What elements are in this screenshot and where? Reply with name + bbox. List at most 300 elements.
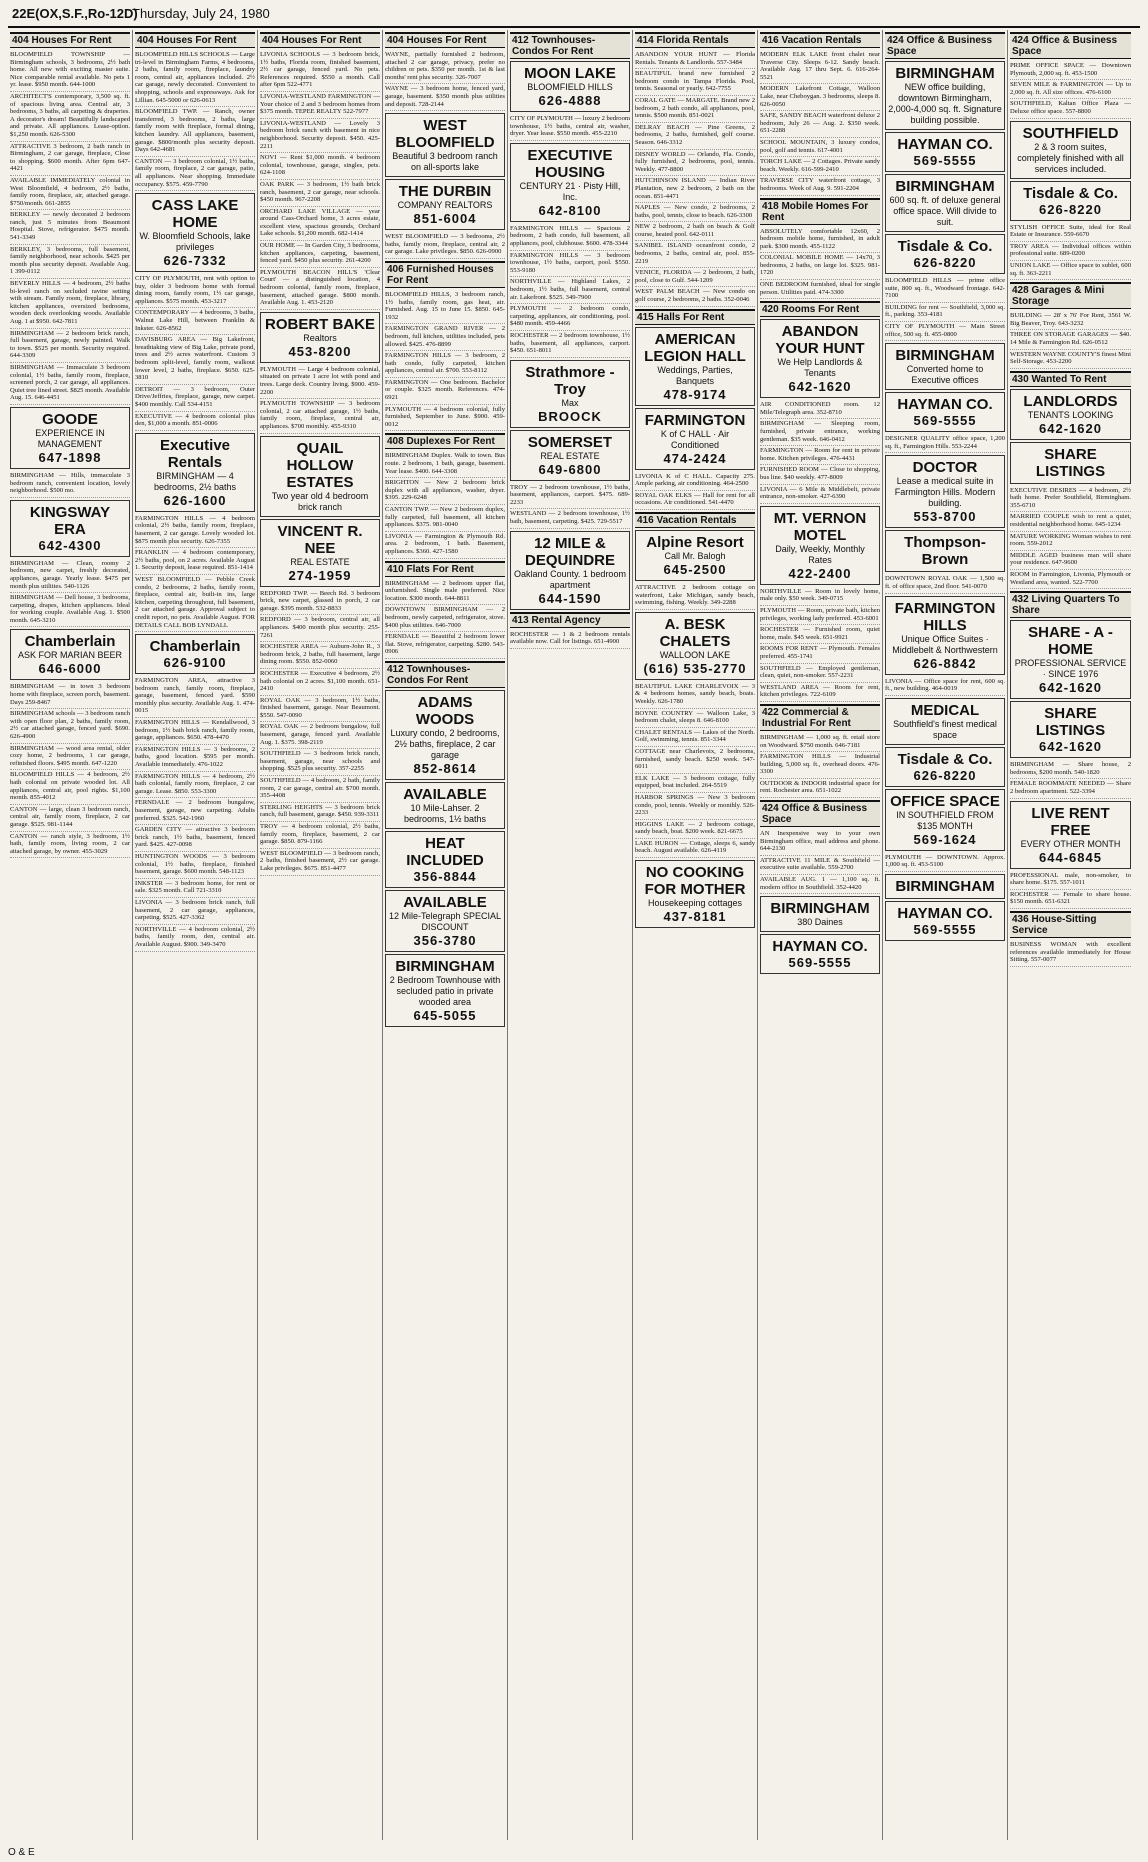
- classified-ad: ROOMS FOR RENT — Plymouth. Females preferred. 455-1741: [760, 644, 880, 663]
- display-ad: [635, 327, 755, 406]
- classified-ad: FARMINGTON HILLS — Spacious 2 bedroom, 2 bath condo, full basement, all appliances, pool, clubhouse. $600. 478-3344: [510, 224, 630, 251]
- classified-ad: FERNDALE — Beautiful 2 bedroom lower flat. Stove, refrigerator, carpeting. $280. 543-0906: [385, 632, 505, 659]
- section-heading: 404 Houses For Rent: [260, 32, 380, 48]
- display-ad-line: VINCENT R. NEE: [277, 522, 363, 557]
- classified-ad: WAYNE — 3 bedroom home, fenced yard, garage, basement. $350 month plus utilities and deposit. 728-2144: [385, 84, 505, 111]
- display-ad-line: 356-3780: [413, 932, 477, 948]
- display-ad: [885, 530, 1005, 572]
- classified-ad: CANTON TWP. — New 2 bedroom duplex, fully carpeted, full basement, all kitchen appliances. $375. 981-0040: [385, 505, 505, 532]
- display-ad: [510, 61, 630, 112]
- display-ad: [635, 612, 755, 680]
- display-ad-line: Lease a medical suite in Farmington Hills. Modern building.: [894, 476, 996, 509]
- classified-ad: FARMINGTON HILLS — 3 bedrooms, 2 baths, good location. $595 per month. Available immediately. 476-1022: [135, 745, 255, 772]
- display-ad: [1010, 620, 1131, 699]
- display-ad-line: 2 & 3 room suites, completely finished with all services included.: [1017, 141, 1124, 174]
- classified-ad: CITY OF PLYMOUTH, rent with option to buy, older 3 bedroom home with formal dining room, family room, 1½ car garage, appliances. $575 month. 453-3217: [135, 274, 255, 308]
- display-ad-line: WALLOON LAKE: [659, 649, 731, 660]
- display-ad-line: 644-1590: [538, 590, 602, 606]
- classified-ad: LIVONIA K of C HALL. Capacity 275. Ample parking, air conditioning. 464-2500: [635, 472, 755, 491]
- classified-ad: ORCHARD LAKE VILLAGE — year around Cass-Orchard home, 3 acres estate, excellent view, spacious grounds, Orchard Lake schools. $1,200 month. 682-1414: [260, 207, 380, 241]
- classified-ad: BIRMINGHAM Duplex. Walk to town. Bus route. 2 bedroom, 1 bath, garage, basement. Year lease. $400. 644-3308: [385, 451, 505, 478]
- display-ad-line: Two year old 4 bedroom brick ranch: [271, 490, 369, 512]
- classified-ad: PROFESSIONAL male, non-smoker, to share home. $175. 557-1011: [1010, 871, 1131, 890]
- display-ad: [10, 629, 130, 680]
- display-ad: [1010, 442, 1131, 484]
- display-ad-line: 851-6004: [413, 211, 477, 227]
- classified-ad: FARMINGTON HILLS — 4 bedroom colonial, 2½ baths, family room, fireplace, basement, 2 car garage. Lovely wooded lot. $875 month plus security. 626-7355: [135, 514, 255, 548]
- section-heading: 424 Office & Business Space: [1010, 32, 1131, 59]
- display-ad: [135, 433, 255, 512]
- classified-ad: BIRMINGHAM — Share house, 2 bedrooms, $200 month. 540-1820: [1010, 760, 1131, 779]
- classified-ad: FEMALE ROOMMATE NEEDED — Share 2 bedroom apartment. 522-3394: [1010, 779, 1131, 798]
- classified-ad: ROCHESTER AREA — Auburn-John R., 3 bedroom brick, 2 baths, full basement, large dining room. $550. 852-0060: [260, 642, 380, 669]
- classified-ad: SANIBEL ISLAND oceanfront condo, 2 bedrooms, 2 baths, central air, pool. 855-2219: [635, 241, 755, 268]
- section-heading: 413 Rental Agency: [510, 612, 630, 628]
- classified-ad: FURNISHED ROOM — Close to shopping, bus line. $40 weekly. 477-8009: [760, 465, 880, 484]
- classified-ad: PLYMOUTH BEACON HILL'S 'Clear Court' — a distinguished location, 4 bedroom colonial, family room, fireplace, basement, attached garage. $800 month. Available Aug. 1. 453-2120: [260, 268, 380, 310]
- display-ad: [510, 360, 630, 428]
- classified-ad: CHALET RENTALS — Lakes of the North. Golf, swimming, tennis. 851-3344: [635, 728, 755, 747]
- display-ad-line: OFFICE SPACE: [890, 792, 1000, 810]
- display-ad-line: HAYMAN CO.: [772, 938, 868, 956]
- section-heading: 415 Halls For Rent: [635, 309, 755, 325]
- classified-ad: HUNTINGTON WOODS — 3 bedroom colonial, 1½ baths, fireplace, finished basement, garage. $600 month. 548-1123: [135, 852, 255, 879]
- display-ad-line: 380 Daines: [797, 917, 843, 928]
- section-heading: 418 Mobile Homes For Rent: [760, 198, 880, 225]
- display-ad-line: Oakland County. 1 bedroom apartment: [514, 568, 626, 590]
- display-ad-line: QUAIL HOLLOW ESTATES: [286, 439, 354, 491]
- classified-ad: FARMINGTON HILLS — 3 bedroom townhouse, 1½ baths, carport, pool. $550. 553-9180: [510, 251, 630, 278]
- display-ad-line: K of C HALL · Air Conditioned: [660, 428, 730, 450]
- classified-ad: BLOOMFIELD HILLS — 4 bedroom, 2½ bath colonial on private wooded lot. All appliances, central air, pool rights. $1,100 month. 855-4012: [10, 770, 130, 804]
- display-ad-line: 647-1898: [38, 449, 102, 465]
- classified-ad: BIRMINGHAM schools — 3 bedroom ranch with open floor plan, 2 baths, family room, 2½ car attached garage, fenced yard. $690. 626-4900: [10, 709, 130, 743]
- display-ad-line: 569-5555: [788, 955, 852, 971]
- classified-ad: OUR HOME — In Garden City, 3 bedrooms, kitchen appliances, carpeting, basement, fenced yard. $450 plus security. 261-4200: [260, 241, 380, 268]
- display-ad: [1010, 801, 1131, 869]
- classified-ad: PLYMOUTH — Large 4 bedroom colonial, situated on private 1 acre lot with pond and trees. Large deck. Country living. $900. 459-2200: [260, 365, 380, 399]
- classified-ad: WEST BLOOMFIELD — Pebble Creek condo, 2 bedrooms, 2 baths, family room, fireplace, central air, built-in ins, large kitchen, carpeting throughout, full basement, 2 car attached garage. Approval subject to credit report, no pets. Available August. FOR DETAILS CALL BOB LYNDALL: [135, 575, 255, 632]
- column: [1008, 30, 1133, 1840]
- classified-ad: OUTDOOR & INDOOR industrial space for rent. Rochester area. 651-1022: [760, 779, 880, 798]
- display-ad-line: BIRMINGHAM: [895, 65, 995, 82]
- display-ad-line: GOODE: [42, 410, 98, 428]
- display-ad-line: Weddings, Parties, Banquets: [657, 364, 733, 386]
- classified-ad: PLYMOUTH TOWNSHIP — 3 bedroom colonial, 2 car attached garage, 1½ baths, family room, fireplace, central air, appliances. $700 monthly. 455-9310: [260, 399, 380, 433]
- display-ad: [385, 831, 505, 888]
- display-ad-line: 569-5555: [913, 413, 977, 429]
- classified-ad: COTTAGE near Charlevoix, 2 bedrooms, furnished, sandy beach. $250 week. 547-6011: [635, 747, 755, 774]
- display-ad-line: Luxury condo, 2 bedrooms, 2½ baths, fireplace, 2 car garage: [390, 727, 500, 760]
- classified-ad: FARMINGTON HILLS — Kendallwood, 3 bedroom, 1½ bath brick ranch, family room, garage, appliances. $650. 478-4470: [135, 718, 255, 745]
- section-heading: 416 Vacation Rentals: [635, 512, 755, 528]
- display-ad-line: BIRMINGHAM: [895, 347, 995, 365]
- display-ad-line: 422-2400: [788, 565, 852, 581]
- display-ad-line: 645-2500: [663, 562, 727, 577]
- display-ad: [385, 890, 505, 952]
- display-ad: [885, 747, 1005, 787]
- classified-ad: LIVONIA SCHOOLS — 3 bedroom brick, 1½ baths, Florida room, finished basement, 2½ car garage, fenced yard. No pets. References required. $550 a month. Call after 6pm 522-4771: [260, 50, 380, 92]
- section-heading: 424 Office & Business Space: [760, 800, 880, 827]
- classified-ad: AVAILABLE IMMEDIATELY colonial in West Bloomfield, 4 bedroom, 2½ baths, family room, fireplace, air, attached garage. $750/month. 661-2855: [10, 176, 130, 210]
- classified-ad: BIRMINGHAM — Hills, immaculate 3 bedroom ranch, convenient location, lovely neighborhood. $500 mo.: [10, 471, 130, 498]
- section-heading: 424 Office & Business Space: [885, 32, 1005, 59]
- classified-ad: PRIME OFFICE SPACE — Downtown Plymouth, 2,000 sq. ft. 453-1500: [1010, 61, 1131, 80]
- display-ad: [510, 430, 630, 481]
- display-ad: [635, 408, 755, 470]
- classified-ad: CANTON — 3 bedroom colonial, 1½ baths, family room, fireplace, 2 car garage, patio, all appliances. Near shopping. Immediate occupancy. $575. 459-7790: [135, 157, 255, 191]
- classified-ad: ELK LAKE — 3 bedroom cottage, fully equipped, boat included. 264-5519: [635, 774, 755, 793]
- display-ad-line: We Help Landlords & Tenants: [777, 357, 863, 379]
- classified-ad: LIVONIA — Farmington & Plymouth Rd. area. 2 bedroom, 1 bath. Basement, appliances. $360. 427-1580: [385, 532, 505, 559]
- display-ad-line: Executive Rentals: [159, 436, 231, 471]
- classified-ad: DELRAY BEACH — Pine Greens, 2 bedrooms, 2 baths, furnished, golf course. Season. 646-3312: [635, 123, 755, 150]
- section-heading: 404 Houses For Rent: [385, 32, 505, 48]
- classified-ad: BIRMINGHAM — 2 bedroom upper flat, unfurnished. Single male preferred. Nice location. $300 month. 644-8811: [385, 579, 505, 606]
- classified-ad: BUILDING — 28' x 76' For Rent, 3561 W. Big Beaver, Troy. 643-3232: [1010, 311, 1131, 330]
- classified-ad: FARMINGTON GRAND RIVER — 2 bedroom, full kitchen, utilities included, pets allowed. $425. 476-8899: [385, 324, 505, 351]
- classified-ad: VENICE, FLORIDA — 2 bedroom, 2 bath, pool, close to Gulf. 544-1209: [635, 268, 755, 287]
- display-ad: [10, 407, 130, 469]
- classified-ad: FARMINGTON HILLS — 3 bedroom, 2 bath condo, fully carpeted, kitchen appliances, central air. $700. 553-8112: [385, 351, 505, 378]
- display-ad-line: 437-8181: [663, 909, 727, 925]
- display-ad-line: COMPANY REALTORS: [397, 200, 493, 211]
- classified-ad: TROY AREA — Individual offices within professional suite. 689-0200: [1010, 242, 1131, 261]
- column: [508, 30, 633, 1840]
- classified-ad: ROCHESTER — 2 bedroom townhouse, 1½ baths, basement, all appliances, carport. $450. 651-8011: [510, 331, 630, 358]
- classified-ad: SOUTHFIELD — 4 bedroom, 2 bath, family room, 2 car garage, central air. $700 month. 355-4408: [260, 776, 380, 803]
- classified-ad: NEW 2 bedroom, 2 bath on beach & Golf course, heated pool. 642-0111: [635, 222, 755, 241]
- display-ad: [885, 132, 1005, 172]
- display-ad-line: Max: [561, 397, 579, 408]
- display-ad-line: 642-1620: [788, 379, 852, 395]
- display-ad-line: MOON LAKE: [524, 65, 616, 82]
- column: [633, 30, 758, 1840]
- classified-ad: BEAUTIFUL LAKE CHARLEVOIX — 3 & 4 bedroom homes, sandy beach, boats. Weekly. 626-1780: [635, 682, 755, 709]
- display-ad-line: CENTURY 21 · Pisty Hill, Inc.: [519, 180, 621, 202]
- display-ad-line: THE DURBIN: [398, 183, 492, 201]
- classified-ad: AN Inexpensive way to your own Birmingham office, mail address and phone. 644-2130: [760, 829, 880, 856]
- classified-ad: DOWNTOWN ROYAL OAK — 1,500 sq. ft. of office space, 2nd floor. 541-0070: [885, 574, 1005, 593]
- display-ad-line: BIRMINGHAM: [895, 877, 995, 895]
- display-ad-line: 12 Mile-Telegraph SPECIAL DISCOUNT: [388, 910, 502, 932]
- section-heading: 412 Townhouses-Condos For Rent: [510, 32, 630, 59]
- classified-ad: DISNEY WORLD — Orlando, Fla. Condo, fully furnished, 2 bedrooms, pool, tennis. Weekly. 477-8800: [635, 150, 755, 177]
- display-ad-line: 642-1620: [1039, 680, 1102, 696]
- display-ad-line: Tisdale & Co.: [897, 238, 993, 255]
- classified-ad: FARMINGTON AREA, attractive 3 bedroom ranch, family room, fireplace, garage, basement, fenced yard. $590 monthly plus security. Available Aug. 1. 474-0015: [135, 676, 255, 718]
- classified-ad: ROOM in Farmington, Livonia, Plymouth or Westland area, wanted. 522-7700: [1010, 570, 1131, 589]
- section-heading: 428 Garages & Mini Storage: [1010, 282, 1131, 309]
- classified-ad: WAYNE, partially furnished 2 bedroom, attached 2 car garage, privacy, prefer no children or pets. $350 per month. 1st & last months' rent plus security. 326-7007: [385, 50, 505, 84]
- classified-ad: NAPLES — New condo, 2 bedrooms, 2 baths, pool, tennis, close to beach. 626-3300: [635, 203, 755, 222]
- classified-ad: AIR CONDITIONED room. 12 Mile/Telegraph area. 352-8710: [760, 400, 880, 419]
- display-ad-line: 12 MILE & DEQUINDRE: [524, 534, 615, 569]
- classified-ad: MATURE WORKING Woman wishes to rent room. 559-2012: [1010, 532, 1131, 551]
- classified-ad: ROCHESTER — Executive 4 bedroom, 2½ bath colonial on 2 acres. $1,100 month. 651-2410: [260, 669, 380, 696]
- display-ad: [260, 312, 380, 363]
- classified-ad: SOUTHFIELD — 3 bedroom brick ranch, basement, garage, near schools and shopping. $525 plus security. 357-2255: [260, 749, 380, 776]
- classified-ad: AVAILABLE AUG. 1 — 1,100 sq. ft. modern office in Southfield. 352-4420: [760, 875, 880, 894]
- display-ad-line: 646-6000: [38, 661, 102, 677]
- display-ad-line: 626-8220: [913, 255, 977, 270]
- page-footer: O & E: [8, 1847, 35, 1858]
- classified-ad: DESIGNER QUALITY office space, 1,200 sq. ft., Farmington Hills. 553-2244: [885, 434, 1005, 453]
- display-ad-line: 569-5555: [913, 921, 977, 937]
- page-reference: 22E(OX,S.F.,Ro-12D): [12, 6, 138, 21]
- classified-ad: CITY OF PLYMOUTH — luxury 2 bedroom townhouse, 1½ baths, central air, washer, dryer. Year lease. $550 month. 455-2210: [510, 114, 630, 141]
- classified-ad: EXECUTIVE DESIRES — 4 bedroom, 2½ bath home. Prefer Southfield, Birmingham. 355-6710: [1010, 486, 1131, 513]
- display-ad-line: FARMINGTON: [644, 411, 746, 429]
- classified-ad: BIRMINGHAM — in town 3 bedroom home with fireplace, screen porch, basement. Days 259-8467: [10, 682, 130, 709]
- display-ad-line: EXECUTIVE HOUSING: [527, 146, 613, 181]
- display-ad: [1010, 701, 1131, 758]
- display-ad: [135, 634, 255, 674]
- display-ad-line: 2 Bedroom Townhouse with secluded patio in private wooded area: [389, 974, 501, 1007]
- section-heading: 410 Flats For Rent: [385, 561, 505, 577]
- classified-ad: BIRMINGHAM — 2 bedroom brick ranch, full basement, garage, newly painted. Walk to town. $525 per month. Security required. 644-3309: [10, 329, 130, 363]
- classified-ad: WESTERN WAYNE COUNTY'S finest Mini Self-Storage. 453-2200: [1010, 350, 1131, 369]
- classified-ad: SEVEN MILE & FARMINGTON — Up to 2,000 sq. ft. All size offices. 476-6100: [1010, 80, 1131, 99]
- display-ad-line: SOUTHFIELD: [1022, 124, 1119, 142]
- display-ad: [760, 319, 880, 398]
- classified-ad: UNION LAKE — Office space to sublet, 600 sq. ft. 363-2211: [1010, 261, 1131, 280]
- classified-ad: HUTCHINSON ISLAND — Indian River Plantation, new 2 bedroom, 2 bath on the ocean. 851-4471: [635, 176, 755, 203]
- display-ad-line: 274-1959: [288, 567, 352, 583]
- classified-ad: INKSTER — 3 bedroom home, for rent or sale. $325 month. Call 721-3310: [135, 879, 255, 898]
- display-ad-line: AVAILABLE: [403, 893, 487, 911]
- section-heading: 404 Houses For Rent: [10, 32, 130, 48]
- classified-ad: BUSINESS WOMAN with excellent references available immediately for House Sitting. 557-0077: [1010, 940, 1131, 967]
- classified-ad: BEVERLY HILLS — 4 bedroom, 2½ baths bi-level ranch on secluded ravine setting with stream. Family room, fireplace, library, kitchen appliances, oversized bedrooms, wooden deck overlooking woods. Available Aug. 1 at $950. 642-7811: [10, 279, 130, 329]
- display-ad-line: LANDLORDS: [1023, 392, 1118, 410]
- display-ad-line: HAYMAN CO.: [897, 136, 993, 153]
- display-ad-line: PROFESSIONAL SERVICE · SINCE 1976: [1014, 658, 1127, 680]
- classified-ad: ABANDON YOUR HUNT — Florida Rentals. Tenants & Landlords. 557-3484: [635, 50, 755, 69]
- display-ad-line: BLOOMFIELD HILLS: [527, 82, 613, 92]
- display-ad-line: ADAMS WOODS: [415, 693, 475, 728]
- section-heading: 412 Townhouses-Condos For Rent: [385, 661, 505, 688]
- classified-ad: SOUTHFIELD, Kaltan Office Plaza — Deluxe office space. 557-8800: [1010, 99, 1131, 118]
- display-ad-line: 645-5055: [413, 1007, 477, 1023]
- display-ad-line: HAYMAN CO.: [897, 904, 993, 922]
- display-ad-line: IN SOUTHFIELD FROM $135 MONTH: [896, 809, 994, 831]
- display-ad: [885, 455, 1005, 528]
- section-heading: 436 House-Sitting Service: [1010, 911, 1131, 938]
- classified-ad: TROY — 4 bedroom colonial, 2½ baths, family room, fireplace, basement, 2 car garage. $850. 879-1166: [260, 822, 380, 849]
- classified-ad: WEST PALM BEACH — New condo on golf course, 2 bedrooms, 2 baths. 352-0046: [635, 287, 755, 306]
- display-ad: [10, 500, 130, 557]
- masthead: [8, 4, 1140, 28]
- column: [133, 30, 258, 1840]
- display-ad: [385, 179, 505, 230]
- classified-ad: ATTRACTIVE 3 bedroom, 2 bath ranch in Birmingham, 2 car garage, fireplace, Close to shopping. $600 month. After 6pm 647-4421: [10, 142, 130, 176]
- display-ad: [885, 234, 1005, 274]
- classified-ad: ABSOLUTELY comfortable 12x60, 2 bedroom mobile home, furnished, in adult park. $300 month. 455-1122: [760, 227, 880, 254]
- display-ad-line: REAL ESTATE: [290, 556, 350, 567]
- display-ad-line: BIRMINGHAM: [395, 957, 495, 975]
- display-ad-line: 642-4300: [38, 537, 102, 553]
- classified-ad: BOYNE COUNTRY — Walloon Lake, 3 bedroom chalet, sleeps 8. 646-8100: [635, 709, 755, 728]
- section-heading: 414 Florida Rentals: [635, 32, 755, 48]
- classified-ad: LAKE HURON — Cottage, sleeps 6, sandy beach. August available. 626-4119: [635, 839, 755, 858]
- display-ad: [885, 874, 1005, 899]
- classified-ad: WESTLAND AREA — Room for rent, kitchen privileges. 722-6109: [760, 683, 880, 702]
- display-ad-line: Strathmore - Troy: [525, 363, 615, 398]
- display-ad-line: BIRMINGHAM — 4 bedrooms, 2½ baths: [153, 470, 237, 492]
- display-ad: [635, 860, 755, 928]
- classified-ad: BIRMINGHAM — Dell house, 3 bedrooms, carpeting, drapes, kitchen appliances. Ideal for working couple. Available Aug. 1. $500 month. 645-3210: [10, 593, 130, 627]
- display-ad-line: 569-1624: [913, 831, 977, 847]
- display-ad-line: 642-8100: [538, 202, 602, 218]
- display-ad: [260, 519, 380, 587]
- display-ad-line: Tisdale & Co.: [897, 750, 993, 768]
- display-ad-line: Call Mr. Balogh: [664, 551, 726, 561]
- display-ad: [885, 596, 1005, 675]
- classified-ad: SAFE, SANDY BEACH waterfront deluxe 2 bedroom, July 26 — Aug. 2. $350 week. 651-2288: [760, 111, 880, 138]
- column: [383, 30, 508, 1840]
- classified-ad: ATTRACTIVE 2 bedroom cottage on waterfront, Lake Michigan, sandy beach, swimming, fishing. Weekly. 349-2288: [635, 583, 755, 610]
- classified-ad: WEST BLOOMFIELD — 3 bedroom ranch, 2 baths, finished basement, 2½ car garage. Lake privileges. $675. 851-4477: [260, 849, 380, 876]
- display-ad: [510, 531, 630, 610]
- classified-ad: HARBOR SPRINGS — New 3 bedroom condo, pool, tennis. Weekly or monthly. 526-2233: [635, 793, 755, 820]
- display-ad: [385, 690, 505, 780]
- display-ad-line: 626-9100: [163, 655, 227, 671]
- display-ad-line: Realtors: [303, 332, 337, 343]
- display-ad-line: ABANDON YOUR HUNT: [775, 323, 865, 358]
- classified-ad: BLOOMFIELD TWP. — Ranch, owner transferred, 3 bedrooms, 2 baths, large family room with fireplace, formal dining, kitchen laundry. All appliances, basement, garage. $800/month plus security deposit. Days 642-4681: [135, 107, 255, 157]
- section-heading: 416 Vacation Rentals: [760, 32, 880, 48]
- display-ad-line: AMERICAN LEGION HALL: [644, 330, 746, 365]
- classified-ad: BIRMINGHAM — 1,000 sq. ft. retail store on Woodward. $750 month. 646-7181: [760, 733, 880, 752]
- display-ad: [760, 506, 880, 585]
- display-ad-line: (616) 535-2770: [643, 660, 747, 676]
- column: [883, 30, 1008, 1840]
- display-ad-line: 356-8844: [413, 868, 477, 884]
- display-ad-line: BIRMINGHAM: [895, 178, 995, 195]
- classified-ad: BLOOMFIELD TOWNSHIP — Birmingham schools, 3 bedrooms, 2½ bath home. All new with exciting master suite. Nice comparable rental available. No pets 1 yr. lease. $950 month. 644-1000: [10, 50, 130, 92]
- classified-ad: NOVI — Rent $1,000 month. 4 bedroom colonial, townhouse, garage, singles, pets. 624-1108: [260, 153, 380, 180]
- display-ad-line: AVAILABLE: [403, 785, 487, 803]
- classified-ad: LIVONIA — 6 Mile & Middlebelt, private entrance, non-smoker. 427-6390: [760, 485, 880, 504]
- classified-ad: DOWNTOWN BIRMINGHAM — 2 bedroom, newly carpeted, refrigerator, stove. $400 plus utilities. 646-7000: [385, 605, 505, 632]
- classified-columns: [8, 30, 1140, 1840]
- display-ad-line: HEAT INCLUDED: [406, 834, 484, 869]
- display-ad-line: Alpine Resort: [646, 534, 744, 551]
- classified-ad: BIRMINGHAM — Clean, roomy 2 bedroom, new carpet, freshly decorated, appliances, garage. Yearly lease. $475 per month plus utilities. 540-1126: [10, 559, 130, 593]
- classified-ad: MIDDLE AGED business man will share your residence. 647-9600: [1010, 551, 1131, 570]
- classified-ad: DETROIT — 3 bedroom, Outer Drive/Jeffries, fireplace, garage, new carpet. $400 monthly. Call 534-4151: [135, 385, 255, 412]
- display-ad-line: MEDICAL: [910, 701, 980, 719]
- display-ad-line: Southfield's finest medical space: [893, 718, 997, 740]
- classified-ad: BERKLEY, 3 bedrooms, full basement, family neighborhood, near schools. $425 per month plus security deposit. Available Aug. 1 399-0112: [10, 245, 130, 279]
- display-ad: [885, 901, 1005, 941]
- classified-ad: REDFORD — 3 bedroom, central air, all appliances. $400 month plus security. 255-7261: [260, 615, 380, 642]
- display-ad-line: ASK FOR MARIAN BEER: [17, 650, 123, 661]
- classified-ad: PLYMOUTH — DOWNTOWN. Approx. 1,000 sq. ft. 453-5100: [885, 853, 1005, 872]
- classified-ad: BLOOMFIELD HILLS — prime office suite, 800 sq. ft., Woodward frontage. 642-7100: [885, 276, 1005, 303]
- display-ad: [1010, 121, 1131, 179]
- display-ad: [385, 113, 505, 177]
- classified-ad: LIVONIA — Office space for rent, 600 sq. ft., new building. 464-0019: [885, 677, 1005, 696]
- display-ad-line: 474-2424: [663, 450, 727, 466]
- classified-ad: COLONIAL MOBILE HOME — 14x70, 3 bedrooms, 2 baths, on large lot. $325. 981-1720: [760, 253, 880, 280]
- classified-ad: MODERN Lakefront Cottage, Walloon Lake, near Cheboygan. 3 bedrooms, sleeps 8. 626-0050: [760, 84, 880, 111]
- classified-ad: BIRMINGHAM — Immaculate 3 bedroom colonial, 1½ baths, family room, fireplace, screened porch, 2 car garage, all appliances. Quiet tree lined street. $825 month. Available Aug. 15. 646-4451: [10, 363, 130, 405]
- display-ad-line: NEW office building, downtown Birmingham, 2,000-4,000 sq. ft. Signature building possible.: [888, 82, 1002, 125]
- classified-ad: LIVONIA-WESTLAND — Lovely 3 bedroom brick ranch with basement in nice neighborhood. Security deposit. $450. 425-2211: [260, 119, 380, 153]
- display-ad-line: 626-8842: [913, 655, 977, 671]
- display-ad: [385, 782, 505, 829]
- display-ad-line: 10 Mile-Lahser. 2 bedrooms, 1½ baths: [403, 802, 487, 824]
- display-ad: [260, 436, 380, 517]
- display-ad-line: Converted home to Executive offices: [906, 364, 984, 386]
- classified-ad: ROYAL OAK — 2 bedroom bungalow, full basement, garage, fenced yard. Available Aug. 1. $375. 398-2119: [260, 722, 380, 749]
- classified-ad: TRAVERSE CITY waterfront cottage, 3 bedrooms. Week of Aug. 9. 591-2204: [760, 176, 880, 195]
- classified-ad: CANTON — large, clean 3 bedroom ranch, central air, family room, fireplace, 2 car garage. $525. 981-1144: [10, 805, 130, 832]
- classified-ad: PLYMOUTH — 4 bedroom colonial, fully furnished, September to June. $900. 459-0012: [385, 405, 505, 432]
- classified-ad: FRANKLIN — 4 bedroom contemporary, 2½ baths, pool, on 2 acres. Available August 1. Security deposit, lease required. 851-1414: [135, 548, 255, 575]
- display-ad-line: EXPERIENCE IN MANAGEMENT: [35, 427, 105, 449]
- display-ad-line: REAL ESTATE: [540, 450, 600, 461]
- display-ad-line: Housekeeping cottages: [647, 898, 743, 909]
- display-ad-line: LIVE RENT FREE: [1031, 804, 1110, 839]
- display-ad-line: 642-1620: [1039, 420, 1102, 436]
- classified-ad: ROYAL OAK ELKS — Hall for rent for all occasions. Air conditioned. 541-4470: [635, 491, 755, 510]
- display-ad: [885, 698, 1005, 745]
- classified-ad: LIVONIA-WESTLAND FARMINGTON — Your choice of 2 and 3 bedroom homes from $375 month. TEPEE REALTY 522-7977: [260, 92, 380, 119]
- classified-ad: TROY — 2 bedroom townhouse, 1½ baths, basement, appliances, carport. $475. 689-2233: [510, 483, 630, 510]
- classified-ad: BEAUTIFUL brand new furnished 2 bedroom condo in Tampa Florida. Pool, tennis. Seasonal or yearly. 642-7755: [635, 69, 755, 96]
- classified-ad: TORCH LAKE — 2 Cottages. Private sandy beach. Weekly. 616-599-2410: [760, 157, 880, 176]
- display-ad-line: SHARE LISTINGS: [1035, 705, 1106, 740]
- section-heading: 404 Houses For Rent: [135, 32, 255, 48]
- display-ad-line: TENANTS LOOKING: [1027, 409, 1114, 420]
- classified-ad: PLYMOUTH — Room, private bath, kitchen privileges, working lady preferred. 453-6001: [760, 606, 880, 625]
- classified-ad: REDFORD TWP. — Beech Rd. 3 bedroom brick, new carpet, glassed in porch, 2 car garage. $395 month. 532-8833: [260, 589, 380, 616]
- classified-ad: STERLING HEIGHTS — 3 bedroom brick ranch, full basement, garage. $450. 939-3311: [260, 803, 380, 822]
- display-ad-line: HAYMAN CO.: [897, 396, 993, 414]
- classified-ad: BIRMINGHAM — wood area rental, older cozy home, 2 bedrooms, 1 car garage, refinished floors. $495 month. 647-1220: [10, 744, 130, 771]
- display-ad: [885, 61, 1005, 130]
- display-ad-line: 553-8700: [913, 509, 977, 525]
- classified-ad: NORTHVILLE — Room in lovely home, male only. $50 week. 349-0715: [760, 587, 880, 606]
- classified-ad: FARMINGTON HILLS — 4 bedroom, 2½ bath colonial, family room, fireplace, 2 car garage. Lease. $850. 553-3300: [135, 772, 255, 799]
- display-ad-line: 626-8220: [1039, 201, 1102, 217]
- display-ad-line: Tisdale & Co.: [1023, 184, 1118, 202]
- display-ad-line: 644-6845: [1039, 849, 1102, 865]
- classified-ad: SCHOOL MOUNTAIN, 3 luxury condos, pool, golf and tennis. 617-4001: [760, 138, 880, 157]
- display-ad-line: Thompson-Brown: [904, 534, 986, 569]
- section-heading: 430 Wanted To Rent: [1010, 371, 1131, 387]
- display-ad-line: SHARE - A - HOME: [1028, 624, 1113, 659]
- classified-ad: STYLISH OFFICE Suite, ideal for Real Estate or Insurance. 559-6670: [1010, 223, 1131, 242]
- classified-ad: FARMINGTON HILLS — Industrial building, 5,000 sq. ft., overhead doors. 476-3300: [760, 752, 880, 779]
- classified-ad: GARDEN CITY — attractive 3 bedroom brick ranch, 1½ baths, basement, fenced yard. $425. 427-0098: [135, 825, 255, 852]
- display-ad-line: 642-1620: [1039, 739, 1102, 755]
- display-ad-line: W. Bloomfield Schools, lake privileges: [139, 231, 251, 253]
- display-ad-line: 649-6800: [538, 461, 602, 477]
- display-ad-line: 626-8220: [913, 767, 977, 783]
- display-ad: [885, 789, 1005, 851]
- classified-ad: ONE BEDROOM furnished, ideal for single person. Utilities paid. 474-3300: [760, 280, 880, 299]
- classified-ad: HIGGINS LAKE — 2 bedroom cottage, sandy beach, boat. $200 week. 821-6675: [635, 820, 755, 839]
- display-ad-line: 626-1600: [163, 492, 227, 508]
- display-ad-line: Chamberlain: [149, 638, 241, 656]
- display-ad-line: 852-8614: [413, 760, 477, 776]
- display-ad: [760, 934, 880, 974]
- classified-ad: MARRIED COUPLE wish to rent a quiet, residential neighborhood home. 645-1234: [1010, 512, 1131, 531]
